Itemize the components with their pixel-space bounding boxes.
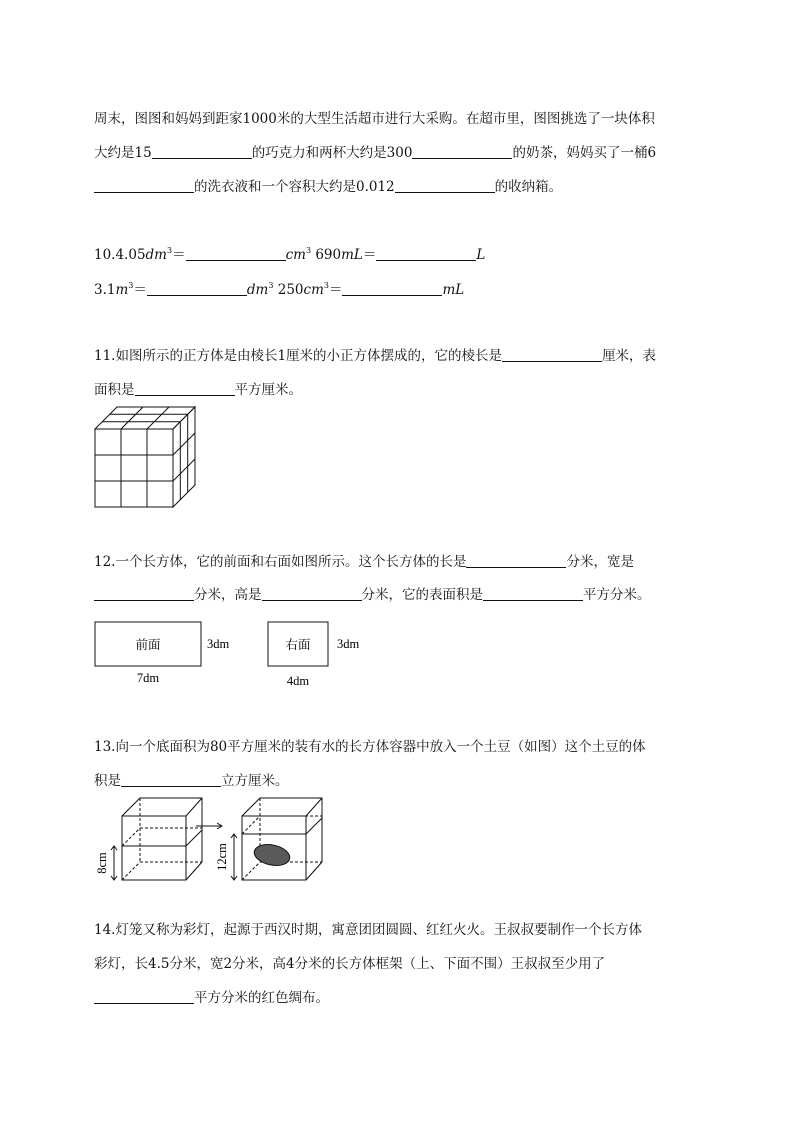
answer-blank[interactable] (262, 586, 362, 601)
answer-blank[interactable] (186, 246, 286, 261)
height-label-12cm: 12cm (215, 843, 229, 871)
q12-line-1: 12.一个长方体，它的前面和右面如图所示。这个长方体的长是 分米，宽是 (94, 554, 634, 570)
front-face-label: 前面 (135, 638, 161, 652)
answer-blank[interactable] (466, 553, 566, 568)
container-figure (92, 796, 322, 884)
q9-line-1: 周末，图图和妈妈到距家1000米的大型生活超市进行大采购。在超市里，图图挑选了一块体积 (94, 111, 655, 127)
answer-blank[interactable] (483, 586, 583, 601)
answer-blank[interactable] (135, 381, 235, 396)
q11-line-1: 11.如图所示的正方体是由棱长1厘米的小正方体摆成的，它的棱长是 厘米，表 (94, 348, 657, 364)
answer-blank[interactable] (94, 586, 194, 601)
answer-blank[interactable] (342, 281, 442, 296)
answer-blank[interactable] (412, 144, 512, 159)
answer-blank[interactable] (395, 178, 495, 193)
q13-line-2: 积是 立方厘米。 (94, 773, 289, 789)
q14-line-3: 平方分米的红色绸布。 (94, 989, 329, 1007)
q10-line-2: $3.1m^3= dm^3$ $250cm^3=$ mL (94, 281, 465, 298)
front-width-label: 7dm (136, 671, 160, 685)
height-label-8cm: 8cm (95, 852, 109, 874)
answer-blank[interactable] (502, 347, 602, 362)
q10-line-1: $10.4.05dm^3= cm^3$ 690mL＝ L (94, 246, 486, 263)
answer-blank[interactable] (147, 281, 247, 296)
q14-line-1: 14.灯笼又称为彩灯，起源于西汉时期，寓意团团圆圆、红红火火。王叔叔要制作一个长方体 (94, 922, 642, 938)
right-face-label: 右面 (285, 638, 311, 652)
answer-blank[interactable] (152, 144, 252, 159)
q9-line-2: 大约是15 的巧克力和两杯大约是300 的奶茶，妈妈买了一桶6 (94, 145, 657, 161)
q13-line-1: 13.向一个底面积为80平方厘米的装有水的长方体容器中放入一个土豆（如图）这个土豆的体 (94, 739, 646, 755)
answer-blank[interactable] (121, 772, 221, 787)
q12-line-2: 分米，高是 分米，它的表面积是 平方分米。 (94, 586, 651, 604)
q11-line-2: 面积是 平方厘米。 (94, 382, 302, 398)
right-height-label: 3dm (337, 637, 360, 651)
answer-blank[interactable] (94, 989, 194, 1004)
q9-line-3: 的洗衣液和一个容积大约是0.012 的收纳箱。 (94, 178, 562, 196)
cube-figure (94, 406, 198, 510)
q14-line-2: 彩灯，长4.5分米，宽2分米，高4分米的长方体框架（上、下面不围）王叔叔至少用了 (94, 956, 606, 972)
right-width-label: 4dm (286, 674, 310, 688)
front-height-label: 3dm (207, 637, 230, 651)
answer-blank[interactable] (376, 246, 476, 261)
faces-figure (94, 620, 394, 692)
answer-blank[interactable] (94, 178, 194, 193)
